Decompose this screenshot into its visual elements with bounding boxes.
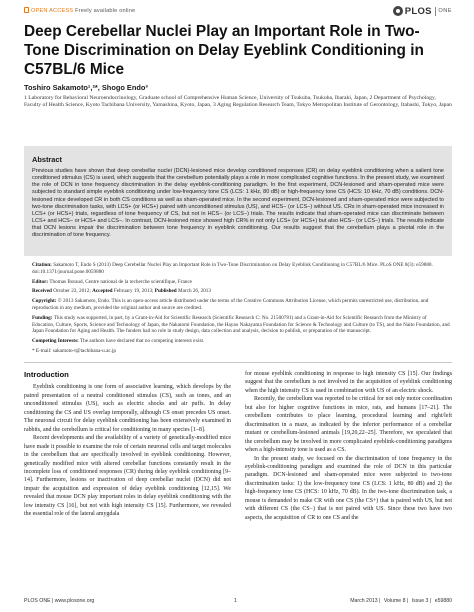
journal-url[interactable]: PLOS ONE | www.plosone.org [24, 598, 95, 604]
citation-text: Sakamoto T, Endo S (2013) Deep Cerebellar Nuclei Play an Important Role in Two-Tone Discrimination on Delay Eyeblink Conditioning in C57BL/6 Mice. PLoS ONE 8(3): e59880. doi:10.1371/journal.pone.0059880 [32, 262, 433, 275]
abstract-heading: Abstract [32, 155, 62, 164]
funding-line [32, 315, 450, 335]
issue-info: March 2013 | Volume 8 | Issue 3 | e59880 [350, 598, 452, 604]
body-paragraph: In the present study, we focused on the discrimination of tone frequency in the eyeblink-conditioning paradigm and examined the role of DCN in this particular paradigm. DCN-lesioned and sham-operated mice were subjected to two-tone discrimination tasks: 1) the low-frequency tone CS (LCS: 1 kHz, 80 dB) and 2) the high-frequency tone CS (HCS: 10 kHz, 70 dB). In the two-tone discrimination task, a mouse is demanded to make CR with one CS (the CS+) that is paired with US, but not with different CS (the CS−) that is not paired with US. Since these two have two aspects, the acquisition of CR to one CS and the [245, 455, 452, 521]
open-access-label [24, 7, 135, 14]
editor-label: Editor: [32, 278, 49, 285]
copyright-line [32, 298, 450, 312]
editor-text: Thomas Boraud, Centre national de la recherche scientifique, France [49, 278, 192, 285]
abstract-text: Previous studies have shown that deep cerebellar nuclei (DCN)-lesioned mice develop conditioned responses (CR) on delay eyeblink conditioning when a salient tone conditioned stimulus (CS) is used, which suggests that the cerebellum potentially plays a role in more complicated cognitive functions. In the present study, we examined the role of DCN in tone frequency discrimination in the delay eyeblink-conditioning paradigm. In the first experiment, DCN-lesioned and sham-operated mice were subjected to standard simple eyeblink conditioning under low-frequency tone CS (LCS: 1 kHz, 80 dB) or high-frequency tone CS (HCS: 10 kHz, 70 dB) conditions. DCN-lesioned mice developed CR in both CS conditions as well as sham-operated mice. In the second experiment, DCN-lesioned and sham-operated mice were subjected to two-tone discrimination tasks, with LCS+ (or HCS+) paired with unconditioned stimulus (US), and HCS− (or LCS−) without US. CRs in sham-operated mice increased in LCS+ (or HCS+) trials, regardless of tone frequency of CS, but not in HCS− (or LCS−) trials. The results indicate that sham-operated mice can discriminate between LCS+ and HCS− or HCS+ and LCS−. In contrast, DCN-lesioned mice showed high CR% in not only LCS+ (or HCS+) but also HCS− (or LCS−) trials. The results indicate that DCN lesions impair the discrimination between tone frequency in eyeblink conditioning. Our results suggest that the cerebellum plays a pivotal role in the discrimination of tone frequency. [32, 168, 444, 239]
funding-text: This study was supported, in part, by a Grant-in-Aid for Scientific Research (Scientific Research C: No. 21500781) and a Grant-in-Aid for Scientific Research from the Ministry of Education, Culture, Sports, Science and Technology of Japan, the Nakatomi Foundation, the Hayao Nakayama Foundation for Science & Technology and Culture (to TS), and the Naito Foundation, and Japan Foundation for Aging and Health. The funders had no role in study design, data collection and analysis, decision to publish, or preparation of the manuscript. [32, 314, 450, 335]
citation-label: Citation: [32, 262, 52, 268]
article-title: Deep Cerebellar Nuclei Play an Important Role in Two-Tone Discrimination on Delay Eyeblink Conditioning in C57BL/6 Mice [24, 23, 424, 78]
access-word: ACCESS [49, 8, 74, 14]
body-paragraph: Recently, the cerebellum was reported to be critical for not only motor coordination but also for higher cognitive functions in mice, rats, and humans [17–21]. The cerebellum contributes to place learning, procedural learning and right/left discrimination in a maze, as indicated by the inferior performance of a cerebellar mutant or cerebellum-lesioned animals [19,20,22–25]. Therefore, we speculated that the cerebellum may be involved in more complicated eyeblink-conditioning paradigms when a high-intensity tone is used as a CS. [245, 396, 452, 454]
plos-wordmark: PLOS [404, 5, 432, 17]
editor-line [32, 279, 450, 286]
freely-available-text: Freely available online [75, 8, 136, 14]
plos-circle-icon [393, 6, 403, 16]
logo-divider [435, 7, 436, 16]
accepted-label: Accepted [92, 288, 113, 295]
open-access-word: OPEN [31, 8, 48, 14]
affiliations: 1 Laboratory for Behavioral Neuroendocrinology, Graduate school of Comprehensive Human Science, University of Tsukuba, Tsukuba, Ibaraki, Japan, 2 Department of Psychology, Faculty of Health Science, Kyoto Tachibana University, Yamashina, Kyoto, Japan, 3 Aging Regulation Research Team, Tokyo Metropolitan Institute of Gerontology, Itabashi, Tokyo, Japan [24, 95, 452, 109]
copyright-label: Copyright: [32, 298, 57, 305]
copyright-text: © 2013 Sakamoto, Endo. This is an open-access article distributed under the terms of the Creative Commons Attribution License, which permits unrestricted use, distribution, and reproduction in any medium, provided the original author and source are credited. [32, 298, 429, 311]
section-divider [24, 362, 452, 363]
article-metadata [32, 262, 450, 358]
competing-interests-label: Competing Interests: [32, 338, 79, 345]
received-label: Received [32, 288, 52, 295]
funding-label: Funding: [32, 314, 53, 321]
open-lock-icon [24, 7, 29, 13]
journal-header [24, 6, 452, 20]
page-footer [24, 598, 452, 606]
plos-one-logo [393, 5, 452, 17]
issue-date: March 2013 [350, 598, 378, 604]
issue: Issue 3 [411, 598, 429, 604]
competing-interests-text: The authors have declared that no competing interests exist. [79, 338, 205, 345]
dates-line [32, 288, 450, 295]
corresponding-email[interactable]: * E-mail: sakamoto-t@tachibana-u.ac.jp [32, 347, 117, 354]
one-wordmark: ONE [438, 8, 452, 14]
body-paragraph: Recent developments and the availability of a variety of genetically-modified mice have made it possible to examine the role of certain neuronal cells and target molecules in the cerebellum that are specifically involved in eyeblink conditioning. However, genetically modified mice with altered cerebellar functions constantly result in the incomplete loss of conditioned responses (CR) during delay eyeblink conditioning [9–14]. Furthermore, lesions or inactivation of deep cerebellar nuclei (DCN) did not impair the acquisition and expression of delay eyeblink conditioning [12,15]. We revealed that mouse DCN play important roles in delay eyeblink conditioning with the low intensity CS [16], but not with high intensity CS [15]. Furthermore, we revealed the essential role of the lateral amygdala [24, 435, 231, 518]
competing-interests-line [32, 338, 450, 345]
page-number: 1 [234, 598, 237, 604]
body-paragraph: for mouse eyeblink conditioning in response to high intensity CS [15]. Our findings suggest that the cerebellum is not involved in the acquisition of eyeblink conditioning when the high intensity CS is used in combination with US of an electric shock. [245, 371, 452, 394]
published-date: March 26, 2013 [178, 288, 211, 295]
body-paragraph: Eyeblink conditioning is one form of associative learning, which develops by the paired presentation of a neutral conditioned stimulus (CS), such as tones, and an unconditioned stimulus (US), such as electric shocks and air puffs. In delay conditioning the CS and US overlap temporally, although CS onset precedes US onset. The neuronal circuit for delay eyeblink conditioning has been extensively examined in rabbits, and the cerebellum is critical for conditioning in many species [1–8]. [24, 384, 231, 433]
published-label: Published [154, 288, 177, 295]
abstract-box [24, 146, 452, 256]
introduction-heading: Introduction [24, 370, 69, 379]
citation-line [32, 262, 450, 276]
volume: Volume 8 [383, 598, 406, 604]
accepted-date: February 19, 2013; [113, 288, 154, 295]
article-id: e59880 [434, 598, 452, 604]
received-date: October 23, 2012; [53, 288, 91, 295]
body-column-left [24, 370, 231, 519]
body-column-right [245, 370, 452, 522]
author-list: Toshiro Sakamoto¹,²*, Shogo Endo³ [24, 83, 148, 92]
